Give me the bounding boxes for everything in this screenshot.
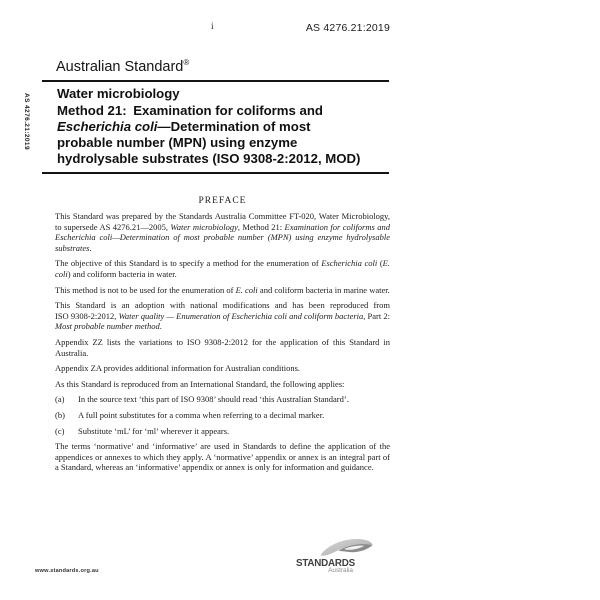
preface-paragraph	[55, 441, 390, 473]
list-item-text: Substitute ‘mL’ for ‘ml’ wherever it appears.	[78, 425, 230, 436]
text-segment: This Standard was prepared by the Standards Australia Committee FT-020, Water Microbiology, to supersede AS 4276.21—2005,	[55, 211, 390, 232]
text-segment: Appendix ZA provides additional information for Australian conditions.	[55, 363, 301, 374]
logo-sub-wordmark: Australia	[328, 567, 353, 574]
text-segment: , Method 21:	[237, 221, 285, 232]
text-segment: —Determination of most	[157, 119, 311, 134]
method-title-lines	[57, 103, 393, 167]
list-item-text: A full point substitutes for a comma when referring to a decimal marker.	[78, 409, 325, 420]
title-block	[57, 86, 393, 167]
website-url: www.standards.org.au	[35, 568, 99, 574]
list-item-label: (c)	[55, 425, 65, 436]
preface-list-item	[55, 410, 390, 421]
preface-paragraph	[55, 363, 390, 374]
text-segment: Appendix ZZ lists the variations to ISO 9308-2:2012 for the application of this Standard in Australia.	[55, 336, 390, 358]
page-number: i	[211, 22, 214, 32]
italic-text-segment: Water microbiology	[170, 221, 238, 232]
text-segment: hydrolysable substrates (ISO 9308-2:2012, MOD)	[57, 151, 361, 166]
text-segment: This Standard is an adoption with national modifications and has been reproduced from ISO 9308-2:2012,	[55, 300, 390, 321]
preface-body	[55, 211, 390, 478]
list-item-label: (b)	[55, 409, 65, 420]
preface-paragraph	[55, 285, 390, 296]
document-number: AS 4276.21:2019	[305, 22, 390, 34]
text-segment: This method is not to be used for the enumeration of	[55, 284, 236, 295]
spine-document-number: AS 4276.21:2019	[23, 93, 30, 150]
text-segment: (	[377, 258, 383, 269]
text-segment: , Part 2:	[363, 310, 390, 321]
title-rule-bottom	[42, 172, 389, 174]
text-segment: Method 21: Examination for coliforms and	[57, 103, 323, 118]
text-segment: and coliform bacteria in marine water.	[257, 284, 390, 295]
preface-heading: PREFACE	[198, 196, 247, 206]
italic-text-segment: Examination for coliforms and Escherichia coli—Determination of most probable number (MPN) using enzyme hydrolysable substrates	[55, 221, 390, 253]
italic-text-segment: E. coli	[55, 258, 390, 279]
method-title-line	[57, 135, 393, 151]
logo-swoosh-icon	[318, 537, 374, 559]
logo-wordmark: STANDARDS	[296, 558, 355, 569]
method-title-line	[57, 103, 393, 119]
preface-paragraph	[55, 300, 390, 332]
preface-list-item	[55, 394, 390, 405]
text-segment: .	[89, 242, 92, 253]
title-rule-top	[42, 80, 389, 82]
text-segment: .	[159, 321, 162, 332]
text-segment: As this Standard is reproduced from an International Standard, the following applies:	[55, 378, 345, 389]
standards-australia-logo	[296, 537, 376, 579]
method-title-line	[57, 151, 393, 167]
italic-text-segment: Most probable number method	[55, 321, 160, 332]
list-item-text: In the source text ‘this part of ISO 9308’ should read ‘this Australian Standard’.	[78, 394, 349, 405]
italic-text-segment: E. coli	[235, 284, 258, 295]
text-segment: probable number (MPN) using enzyme	[57, 135, 298, 150]
text-segment: The objective of this Standard is to specify a method for the enumeration of	[55, 258, 322, 269]
italic-text-segment: Water quality — Enumeration of Escherichia coli and coliform bacteria	[118, 310, 364, 321]
preface-list-item	[55, 426, 390, 437]
italic-text-segment: Escherichia coli	[57, 119, 158, 134]
preface-paragraph	[55, 337, 390, 358]
preface-paragraph	[55, 258, 390, 279]
brand-text: Australian Standard	[56, 59, 184, 75]
title-subject: Water microbiology	[57, 86, 180, 101]
text-segment: ) and coliform bacteria in water.	[67, 268, 177, 279]
brand-line	[56, 58, 189, 75]
method-title-line	[57, 119, 393, 135]
preface-paragraph	[55, 379, 390, 390]
preface-paragraph	[55, 211, 390, 253]
italic-text-segment: Escherichia coli	[321, 258, 378, 269]
list-item-label: (a)	[55, 394, 65, 405]
text-segment: The terms ‘normative’ and ‘informative’ are used in Standards to define the application of the appendices or annexes to which they apply. A ‘normative’ appendix or annex is an integral part of a Standard, whereas an ‘informative’ appendix or annex is only for information and guidance.	[55, 441, 390, 473]
registered-trademark-mark: ®	[183, 58, 190, 67]
